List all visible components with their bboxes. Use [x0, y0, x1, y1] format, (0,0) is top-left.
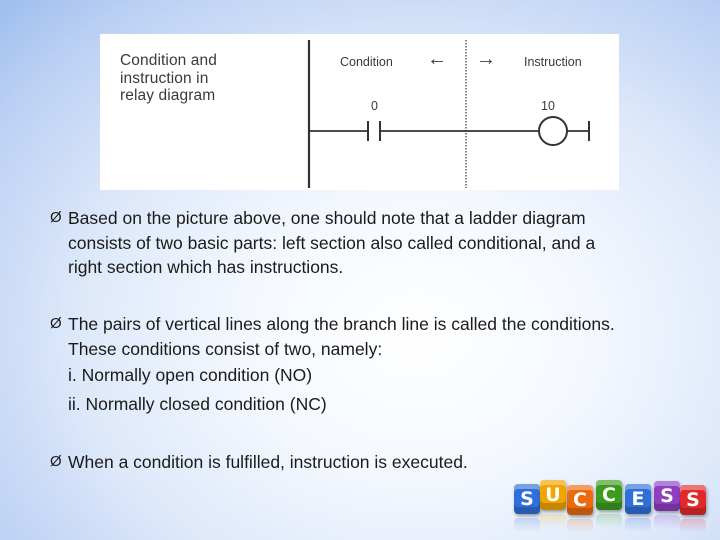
- logo-reflection: [654, 515, 680, 529]
- arrow-left-icon: ←: [427, 48, 447, 70]
- success-cube-letter: S: [654, 481, 680, 511]
- success-cube-letter: S: [514, 484, 540, 514]
- success-cube-letter: E: [625, 484, 651, 514]
- logo-reflection: [514, 518, 540, 532]
- logo-reflection: [680, 519, 706, 533]
- bullet-arrow-icon: Ø: [50, 453, 62, 470]
- caption-line: relay diagram: [120, 87, 216, 104]
- caption-line: instruction in: [120, 69, 209, 87]
- success-cube-letter: C: [567, 485, 593, 515]
- bullet-item-execution: [50, 450, 468, 475]
- bullet-line: right section which has instructions.: [68, 257, 344, 277]
- success-cube-letter: S: [680, 485, 706, 515]
- bullet-line: When a condition is fulfilled, instruction is executed.: [68, 452, 468, 472]
- bullet-line: These conditions consist of two, namely:: [68, 338, 383, 359]
- logo-reflection: [596, 514, 622, 528]
- bullet-subitem-nc: ii. Normally closed condition (NC): [68, 394, 327, 414]
- relay-diagram-figure: [100, 34, 619, 190]
- bullet-line: consists of two basic parts: left section also called conditional, and a: [68, 232, 596, 253]
- figure-caption: [120, 52, 270, 105]
- logo-reflection: [625, 518, 651, 532]
- instruction-label: Instruction: [524, 55, 582, 69]
- bullet-subitem-no: i. Normally open condition (NO): [68, 365, 313, 385]
- success-cube-letter: C: [596, 480, 622, 510]
- coil-address-label: 10: [541, 99, 555, 113]
- bullet-arrow-icon: Ø: [50, 315, 62, 332]
- bullet-line: Based on the picture above, one should note that a ladder diagram: [68, 208, 586, 228]
- bullet-arrow-icon: Ø: [50, 209, 62, 226]
- bullet-item-conditions: [50, 312, 615, 419]
- success-cube-letter: U: [540, 480, 566, 510]
- contact-address-label: 0: [371, 99, 378, 113]
- logo-reflection: [540, 514, 566, 528]
- success-logo: [510, 480, 710, 536]
- caption-line: Condition and: [120, 52, 217, 69]
- arrow-right-icon: →: [476, 48, 496, 70]
- bullet-item-ladder-parts: [50, 206, 595, 280]
- logo-reflection: [567, 519, 593, 533]
- bullet-line: The pairs of vertical lines along the branch line is called the conditions.: [68, 314, 615, 334]
- condition-label: Condition: [340, 55, 393, 69]
- coil-circle: [539, 117, 567, 145]
